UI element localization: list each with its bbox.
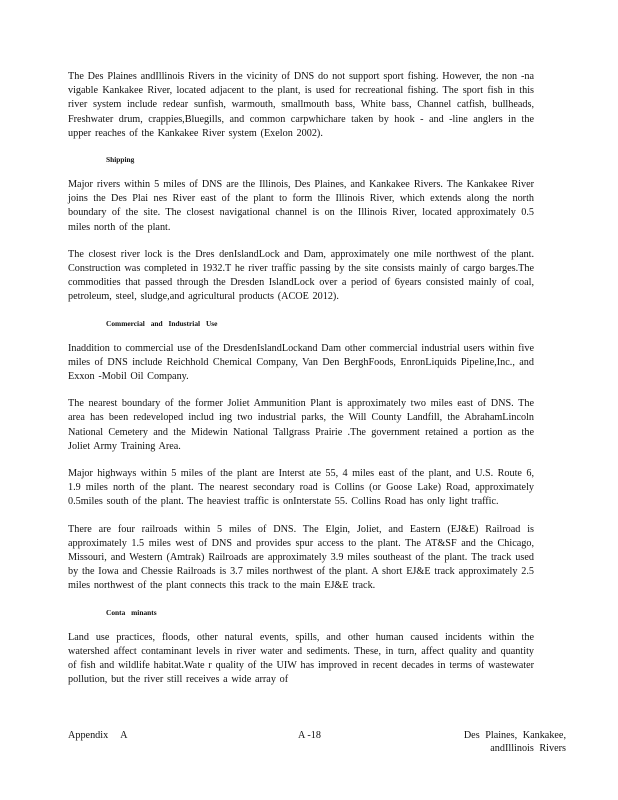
heading-shipping: Shipping (106, 155, 135, 165)
heading-contaminants: Conta minants (106, 607, 157, 617)
footer-appendix-label: Appendix A (68, 730, 128, 741)
page-content (68, 70, 534, 701)
paragraph-railroads: There are four railroads within 5 miles of DNS. The Elgin, Joliet, and Eastern (EJ&E) Railroad is approximately 1.5 miles west of DNS and provides spur access to the plant. The AT&SF and the Chicago, Missouri, and Western (Amtrak) Railroads are approximately 3.9 miles southeast of the plant. The track used by the Iowa and Chessie Railroads is 3.7 miles northwest of the plant. A short EJ&E track approximately 2.5 miles northwest of the plant connects this track to the main EJ&E track. (68, 523, 534, 592)
paragraph-land-use: Land use practices, floods, other natural events, spills, and other human caused incidents within the watershed affect contaminant levels in river water and sediments. These, in turn, affect quality and quantity of fish and wildlife habitat.Wate r quality of the UIW has improved in recent decades in terms of wastewater pollution, but the river still receives a wide array of (68, 631, 534, 686)
paragraph-river-lock: The closest river lock is the Dres denIslandLock and Dam, approximately one mile northwest of the plant. Construction was completed in 1932.T he river traffic passing by the site consists mainly of cargo barges.The commodities that passed through the Dresden IslandLock over a period of 6years consisted mainly of coal, petroleum, steel, sludge,and agricultural products (ACOE 2012). (68, 248, 534, 303)
paragraph-commercial-users: Inaddition to commercial use of the DresdenIslandLockand Dam other commercial industrial users within five miles of DNS include Reichhold Chemical Company, Van Den BerghFoods, EnronLiquids Pipeline,Inc., and Exxon -Mobil Oil Company. (68, 342, 534, 383)
paragraph-sport-fishing: The Des Plaines andIllinois Rivers in the vicinity of DNS do not support sport fishing. However, the non -na vigable Kankakee River, located adjacent to the plant, is used for recreational fishing. The sport fish in this river system include redear sunfish, warmouth, smallmouth bass, White bass, Channel catfish, bullheads, Freshwater drum, crappies,Bluegills, and common carpwhichare taken by hook - and -line anglers in the upper reaches of the Kankakee River system (Exelon 2002). (68, 71, 534, 139)
paragraph-joliet-ammunition: The nearest boundary of the former Joliet Ammunition Plant is approximately two miles east of DNS. The area has been redeveloped includ ing two industrial parks, the Will County Landfill, the AbrahamLincoln National Cemetery and the Midewin National Tallgrass Prairie .The government retained a portion as the Joliet Army Training Area. (68, 398, 534, 452)
footer-page-number: A -18 (298, 730, 321, 741)
footer-section-title: Des Plaines, Kankakee, andIllinois Rivers (463, 730, 566, 754)
heading-commercial-industrial-use: Commercial and Industrial Use (106, 318, 218, 328)
paragraph-major-rivers: Major rivers within 5 miles of DNS are the Illinois, Des Plaines, and Kankakee Rivers. The Kankakee River joins the Des Plai nes River east of the plant to form the Illinois River, which extends along the north boundary of the site. The closest navigational channel is on the Illinois River, located approximately 0.5 miles north of the plant. (68, 179, 534, 233)
paragraph-highways: Major highways within 5 miles of the plant are Interst ate 55, 4 miles east of the plant, and U.S. Route 6, 1.9 miles north of the plant. The nearest secondary road is Collins (or Goose Lake) Road, approximately 0.5miles south of the plant. The heaviest traffic is onInterstate 55. Collins Road has only light traffic. (68, 468, 534, 508)
